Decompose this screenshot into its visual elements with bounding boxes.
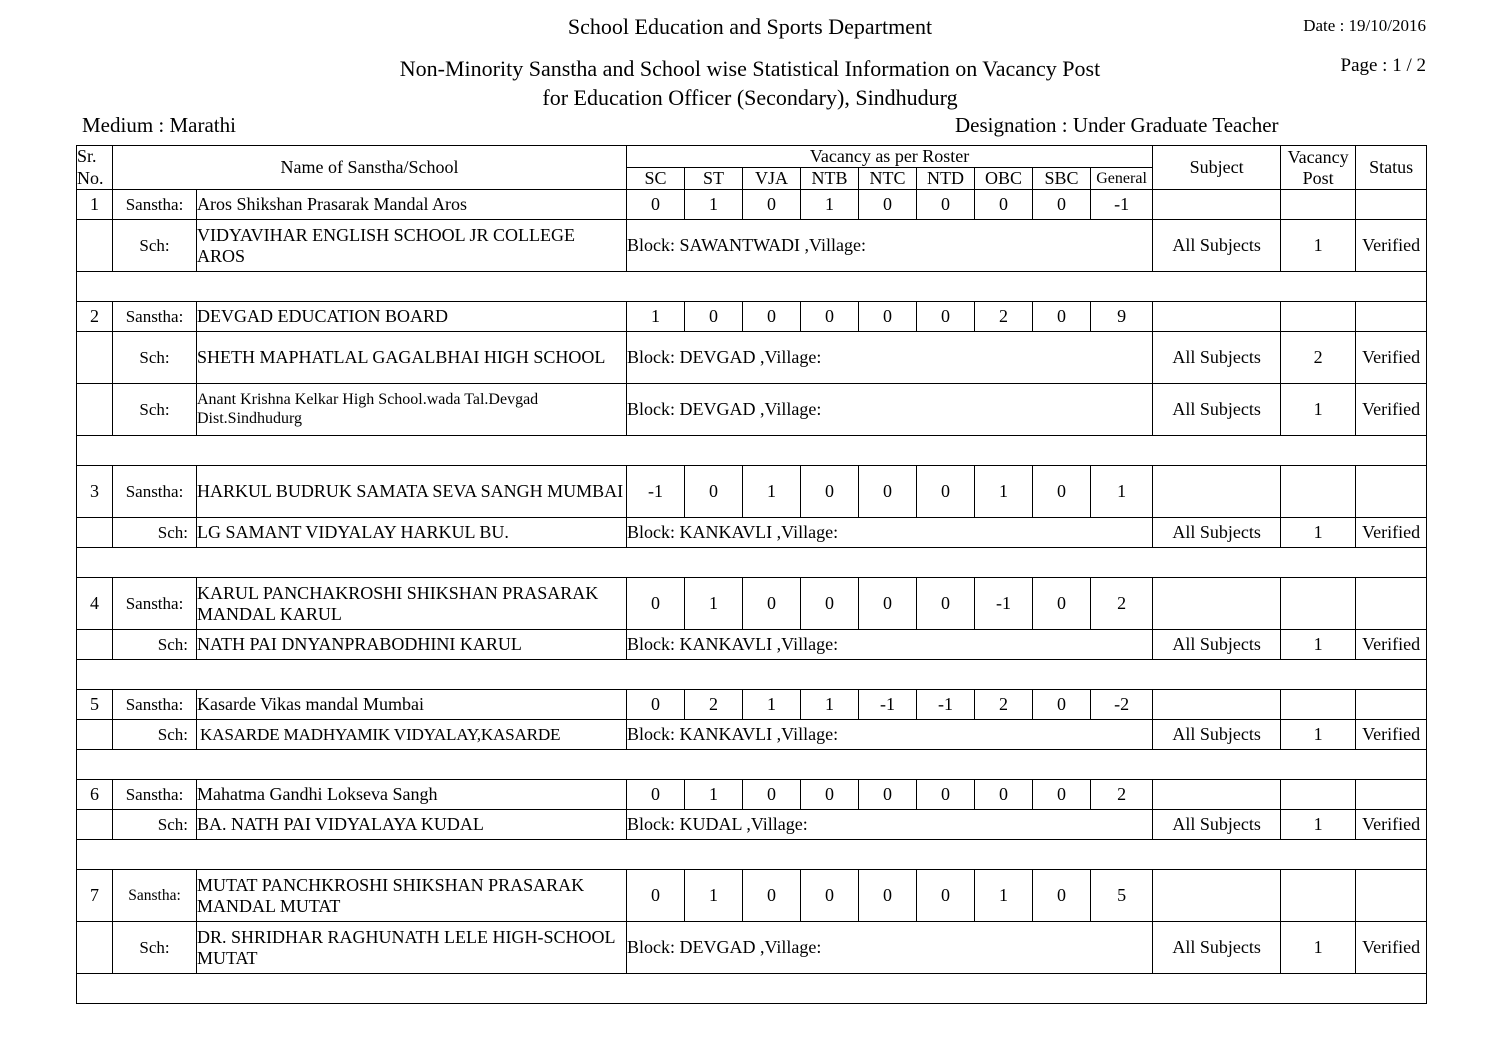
group-spacer-row xyxy=(77,272,1427,302)
group-spacer-row xyxy=(77,436,1427,466)
sanstha-roster-value-0: 0 xyxy=(627,780,685,810)
school-block: Block: DEVGAD ,Village: xyxy=(627,332,1153,384)
header-category-ntd: NTD xyxy=(917,168,975,190)
sanstha-roster-value-1: 0 xyxy=(685,466,743,518)
sanstha-name: HARKUL BUDRUK SAMATA SEVA SANGH MUMBAI xyxy=(197,466,627,518)
school-vacancy-post: 1 xyxy=(1281,384,1356,436)
sanstha-roster-value-1: 1 xyxy=(685,578,743,630)
school-name: LG SAMANT VIDYALAY HARKUL BU. xyxy=(197,518,627,548)
school-row xyxy=(77,220,1427,272)
school-status: Verified xyxy=(1356,720,1427,750)
sanstha-roster-value-0: 0 xyxy=(627,578,685,630)
medium-label: Medium : Marathi xyxy=(82,113,236,137)
sanstha-row xyxy=(77,578,1427,630)
sanstha-roster-value-3: 0 xyxy=(801,870,859,922)
sanstha-sr-no: 3 xyxy=(77,466,113,518)
school-subject: All Subjects xyxy=(1153,720,1281,750)
sanstha-name: Aros Shikshan Prasarak Mandal Aros xyxy=(197,190,627,220)
sanstha-vacancy-post-empty xyxy=(1281,302,1356,332)
header-vacancy-post-line2: Post xyxy=(1302,167,1334,188)
sanstha-label: Sanstha: xyxy=(113,578,197,630)
school-vacancy-post: 1 xyxy=(1281,720,1356,750)
sanstha-sr-no: 5 xyxy=(77,690,113,720)
school-status: Verified xyxy=(1356,922,1427,974)
sanstha-roster-value-3: 0 xyxy=(801,302,859,332)
school-label: Sch: xyxy=(113,720,197,750)
header-sr-no-line1: Sr. xyxy=(77,146,97,167)
sanstha-status-empty xyxy=(1356,870,1427,922)
school-name: SHETH MAPHATLAL GAGALBHAI HIGH SCHOOL xyxy=(197,332,627,384)
sanstha-roster-value-6: -1 xyxy=(975,578,1033,630)
header-roster-group: Vacancy as per Roster xyxy=(627,146,1153,168)
sanstha-roster-value-6: 1 xyxy=(975,466,1033,518)
sanstha-roster-value-1: 1 xyxy=(685,870,743,922)
page-number: Page : 1 / 2 xyxy=(1340,55,1426,76)
vacancy-table xyxy=(76,145,1427,1004)
sanstha-roster-value-4: 0 xyxy=(859,578,917,630)
school-sr-no-empty xyxy=(77,630,113,660)
sanstha-roster-value-2: 0 xyxy=(743,870,801,922)
school-block: Block: KANKAVLI ,Village: xyxy=(627,630,1153,660)
school-subject: All Subjects xyxy=(1153,630,1281,660)
sanstha-roster-value-0: 0 xyxy=(627,190,685,220)
school-label: Sch: xyxy=(113,518,197,548)
school-status: Verified xyxy=(1356,518,1427,548)
group-spacer-cell xyxy=(77,974,1427,1004)
sanstha-roster-value-8: 2 xyxy=(1091,780,1153,810)
school-subject: All Subjects xyxy=(1153,384,1281,436)
sanstha-roster-value-8: -1 xyxy=(1091,190,1153,220)
sanstha-roster-value-3: 0 xyxy=(801,780,859,810)
sanstha-sr-no: 4 xyxy=(77,578,113,630)
group-spacer-row xyxy=(77,660,1427,690)
sanstha-roster-value-6: 0 xyxy=(975,190,1033,220)
school-sr-no-empty xyxy=(77,810,113,840)
document-header xyxy=(0,0,1500,145)
school-name: Anant Krishna Kelkar High School.wada Tal.Devgad Dist.Sindhudurg xyxy=(197,384,627,436)
sanstha-label: Sanstha: xyxy=(113,190,197,220)
header-sr-no-line2: No. xyxy=(77,167,104,188)
header-category-general: General xyxy=(1091,168,1153,190)
sanstha-roster-value-1: 1 xyxy=(685,190,743,220)
school-name: KASARDE MADHYAMIK VIDYALAY,KASARDE xyxy=(197,720,627,750)
school-row xyxy=(77,518,1427,548)
sanstha-roster-value-5: 0 xyxy=(917,780,975,810)
sanstha-roster-value-7: 0 xyxy=(1033,466,1091,518)
header-vacancy-post xyxy=(1281,146,1356,190)
sanstha-label: Sanstha: xyxy=(113,870,197,922)
sanstha-roster-value-2: 0 xyxy=(743,190,801,220)
sanstha-roster-value-7: 0 xyxy=(1033,780,1091,810)
sanstha-roster-value-4: 0 xyxy=(859,780,917,810)
school-subject: All Subjects xyxy=(1153,332,1281,384)
sanstha-status-empty xyxy=(1356,690,1427,720)
sanstha-roster-value-8: 2 xyxy=(1091,578,1153,630)
school-sr-no-empty xyxy=(77,922,113,974)
table-body xyxy=(77,190,1427,1004)
sanstha-roster-value-7: 0 xyxy=(1033,690,1091,720)
header-vacancy-post-line1: Vacancy xyxy=(1287,147,1349,168)
sanstha-row xyxy=(77,466,1427,518)
department-title: School Education and Sports Department xyxy=(567,14,933,39)
report-date: Date : 19/10/2016 xyxy=(1303,16,1426,35)
school-row xyxy=(77,720,1427,750)
sanstha-roster-value-2: 0 xyxy=(743,302,801,332)
sanstha-status-empty xyxy=(1356,190,1427,220)
sanstha-roster-value-5: 0 xyxy=(917,466,975,518)
school-name: VIDYAVIHAR ENGLISH SCHOOL JR COLLEGE AROS xyxy=(197,220,627,272)
sanstha-roster-value-7: 0 xyxy=(1033,578,1091,630)
sanstha-vacancy-post-empty xyxy=(1281,780,1356,810)
school-block: Block: KUDAL ,Village: xyxy=(627,810,1153,840)
sanstha-roster-value-6: 1 xyxy=(975,870,1033,922)
sanstha-label: Sanstha: xyxy=(113,466,197,518)
sanstha-subject-empty xyxy=(1153,578,1281,630)
school-row xyxy=(77,332,1427,384)
sanstha-subject-empty xyxy=(1153,690,1281,720)
header-category-ntb: NTB xyxy=(801,168,859,190)
sanstha-roster-value-4: 0 xyxy=(859,302,917,332)
school-status: Verified xyxy=(1356,220,1427,272)
group-spacer-row xyxy=(77,840,1427,870)
sanstha-roster-value-0: 0 xyxy=(627,690,685,720)
school-name: NATH PAI DNYANPRABODHINI KARUL xyxy=(197,630,627,660)
sanstha-roster-value-4: 0 xyxy=(859,466,917,518)
designation-label: Designation : Under Graduate Teacher xyxy=(955,113,1279,137)
sanstha-vacancy-post-empty xyxy=(1281,870,1356,922)
sanstha-roster-value-7: 0 xyxy=(1033,302,1091,332)
sanstha-name: KARUL PANCHAKROSHI SHIKSHAN PRASARAK MANDAL KARUL xyxy=(197,578,627,630)
group-spacer-row xyxy=(77,548,1427,578)
sanstha-sr-no: 6 xyxy=(77,780,113,810)
sanstha-vacancy-post-empty xyxy=(1281,578,1356,630)
sanstha-status-empty xyxy=(1356,780,1427,810)
sanstha-roster-value-4: 0 xyxy=(859,870,917,922)
sanstha-row xyxy=(77,190,1427,220)
group-spacer-cell xyxy=(77,660,1427,690)
sanstha-subject-empty xyxy=(1153,190,1281,220)
school-status: Verified xyxy=(1356,630,1427,660)
school-subject: All Subjects xyxy=(1153,518,1281,548)
school-sr-no-empty xyxy=(77,720,113,750)
sanstha-roster-value-6: 2 xyxy=(975,690,1033,720)
sanstha-roster-value-5: 0 xyxy=(917,190,975,220)
sanstha-vacancy-post-empty xyxy=(1281,466,1356,518)
sanstha-name: MUTAT PANCHKROSHI SHIKSHAN PRASARAK MANDAL MUTAT xyxy=(197,870,627,922)
sanstha-name: DEVGAD EDUCATION BOARD xyxy=(197,302,627,332)
group-spacer-row xyxy=(77,750,1427,780)
school-vacancy-post: 2 xyxy=(1281,332,1356,384)
sanstha-roster-value-1: 2 xyxy=(685,690,743,720)
sanstha-status-empty xyxy=(1356,466,1427,518)
sanstha-roster-value-3: 0 xyxy=(801,578,859,630)
sanstha-vacancy-post-empty xyxy=(1281,190,1356,220)
sanstha-roster-value-2: 0 xyxy=(743,780,801,810)
sanstha-sr-no: 7 xyxy=(77,870,113,922)
school-row xyxy=(77,630,1427,660)
sanstha-name: Kasarde Vikas mandal Mumbai xyxy=(197,690,627,720)
school-subject: All Subjects xyxy=(1153,220,1281,272)
sanstha-roster-value-0: 1 xyxy=(627,302,685,332)
school-name: DR. SHRIDHAR RAGHUNATH LELE HIGH-SCHOOL MUTAT xyxy=(197,922,627,974)
school-label: Sch: xyxy=(113,332,197,384)
header-category-sbc: SBC xyxy=(1033,168,1091,190)
school-vacancy-post: 1 xyxy=(1281,518,1356,548)
school-subject: All Subjects xyxy=(1153,810,1281,840)
group-spacer-cell xyxy=(77,548,1427,578)
header-sr-no xyxy=(77,146,113,190)
sanstha-roster-value-5: -1 xyxy=(917,690,975,720)
sanstha-roster-value-3: 1 xyxy=(801,190,859,220)
school-status: Verified xyxy=(1356,810,1427,840)
school-block: Block: DEVGAD ,Village: xyxy=(627,384,1153,436)
sanstha-sr-no: 1 xyxy=(77,190,113,220)
school-status: Verified xyxy=(1356,384,1427,436)
sanstha-subject-empty xyxy=(1153,870,1281,922)
group-spacer-cell xyxy=(77,840,1427,870)
sanstha-roster-value-0: -1 xyxy=(627,466,685,518)
header-category-sc: SC xyxy=(627,168,685,190)
sanstha-roster-value-1: 1 xyxy=(685,780,743,810)
header-category-ntc: NTC xyxy=(859,168,917,190)
school-sr-no-empty xyxy=(77,384,113,436)
school-label: Sch: xyxy=(113,384,197,436)
sanstha-roster-value-0: 0 xyxy=(627,870,685,922)
school-name: BA. NATH PAI VIDYALAYA KUDAL xyxy=(197,810,627,840)
school-row xyxy=(77,384,1427,436)
sanstha-roster-value-3: 1 xyxy=(801,690,859,720)
table-header-row-1 xyxy=(77,146,1427,168)
school-vacancy-post: 1 xyxy=(1281,810,1356,840)
sanstha-roster-value-8: 1 xyxy=(1091,466,1153,518)
header-category-st: ST xyxy=(685,168,743,190)
sanstha-roster-value-4: -1 xyxy=(859,690,917,720)
sanstha-roster-value-5: 0 xyxy=(917,870,975,922)
school-vacancy-post: 1 xyxy=(1281,220,1356,272)
sanstha-roster-value-4: 0 xyxy=(859,190,917,220)
sanstha-name: Mahatma Gandhi Lokseva Sangh xyxy=(197,780,627,810)
school-vacancy-post: 1 xyxy=(1281,922,1356,974)
sanstha-row xyxy=(77,302,1427,332)
sanstha-sr-no: 2 xyxy=(77,302,113,332)
school-status: Verified xyxy=(1356,332,1427,384)
school-block: Block: SAWANTWADI ,Village: xyxy=(627,220,1153,272)
report-title-line1: Non-Minority Sanstha and School wise Statistical Information on Vacancy Post xyxy=(399,56,1101,81)
sanstha-roster-value-8: -2 xyxy=(1091,690,1153,720)
sanstha-subject-empty xyxy=(1153,780,1281,810)
school-label: Sch: xyxy=(113,220,197,272)
header-status: Status xyxy=(1356,146,1427,190)
sanstha-roster-value-5: 0 xyxy=(917,302,975,332)
school-subject: All Subjects xyxy=(1153,922,1281,974)
school-block: Block: KANKAVLI ,Village: xyxy=(627,518,1153,548)
sanstha-label: Sanstha: xyxy=(113,302,197,332)
sanstha-roster-value-7: 0 xyxy=(1033,190,1091,220)
sanstha-row xyxy=(77,870,1427,922)
sanstha-row xyxy=(77,690,1427,720)
sanstha-roster-value-8: 5 xyxy=(1091,870,1153,922)
sanstha-roster-value-8: 9 xyxy=(1091,302,1153,332)
table-header xyxy=(77,146,1427,190)
sanstha-subject-empty xyxy=(1153,302,1281,332)
sanstha-roster-value-2: 0 xyxy=(743,578,801,630)
school-sr-no-empty xyxy=(77,220,113,272)
school-label: Sch: xyxy=(113,810,197,840)
sanstha-subject-empty xyxy=(1153,466,1281,518)
school-label: Sch: xyxy=(113,922,197,974)
sanstha-status-empty xyxy=(1356,302,1427,332)
header-category-obc: OBC xyxy=(975,168,1033,190)
sanstha-status-empty xyxy=(1356,578,1427,630)
school-row xyxy=(77,810,1427,840)
header-category-vja: VJA xyxy=(743,168,801,190)
report-title-line2: for Education Officer (Secondary), Sindhudurg xyxy=(542,84,958,110)
school-sr-no-empty xyxy=(77,332,113,384)
group-spacer-row xyxy=(77,974,1427,1004)
sanstha-row xyxy=(77,780,1427,810)
sanstha-roster-value-2: 1 xyxy=(743,466,801,518)
school-block: Block: DEVGAD ,Village: xyxy=(627,922,1153,974)
school-sr-no-empty xyxy=(77,518,113,548)
group-spacer-cell xyxy=(77,436,1427,466)
school-row xyxy=(77,922,1427,974)
sanstha-label: Sanstha: xyxy=(113,690,197,720)
school-block: Block: KANKAVLI ,Village: xyxy=(627,720,1153,750)
group-spacer-cell xyxy=(77,750,1427,780)
group-spacer-cell xyxy=(77,272,1427,302)
sanstha-roster-value-6: 2 xyxy=(975,302,1033,332)
sanstha-roster-value-1: 0 xyxy=(685,302,743,332)
sanstha-vacancy-post-empty xyxy=(1281,690,1356,720)
header-subject: Subject xyxy=(1153,146,1281,190)
sanstha-roster-value-2: 1 xyxy=(743,690,801,720)
sanstha-label: Sanstha: xyxy=(113,780,197,810)
sanstha-roster-value-6: 0 xyxy=(975,780,1033,810)
header-name: Name of Sanstha/School xyxy=(113,146,627,190)
school-label: Sch: xyxy=(113,630,197,660)
school-vacancy-post: 1 xyxy=(1281,630,1356,660)
sanstha-roster-value-5: 0 xyxy=(917,578,975,630)
sanstha-roster-value-7: 0 xyxy=(1033,870,1091,922)
header-center-block xyxy=(0,0,1500,111)
sanstha-roster-value-3: 0 xyxy=(801,466,859,518)
